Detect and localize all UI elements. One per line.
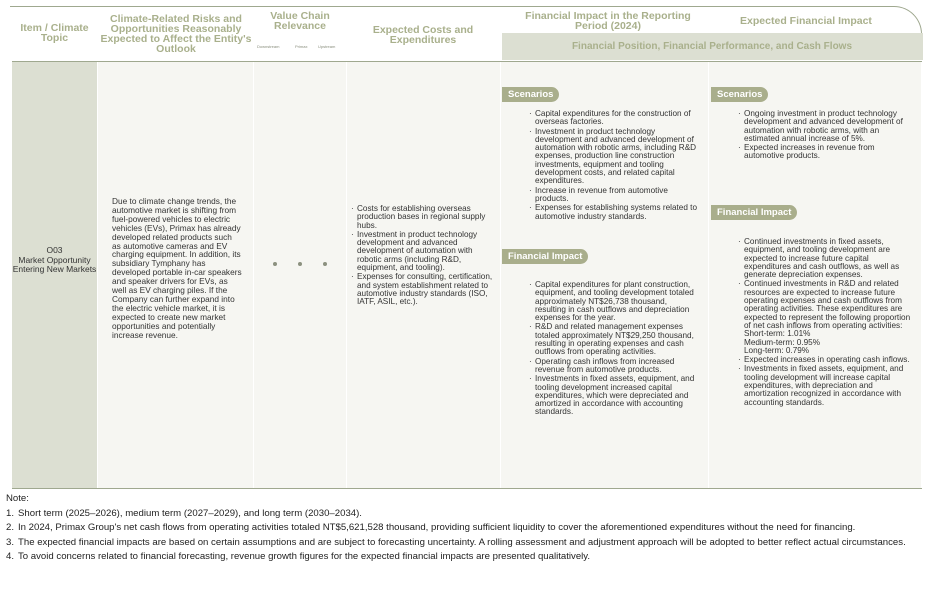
header-risks: Climate-Related Risks and Opportunities Reasonably Expected to Affect the Entity's Outlook xyxy=(100,13,252,55)
scenarios-tag-2024: Scenarios xyxy=(502,87,559,102)
scenarios-list-expected xyxy=(737,110,913,162)
notes-title: Note: xyxy=(6,493,29,504)
list-item: · Continued investments in R&D and related resources are expected to increase future operating expenses and cash outflows from operating activities. These expenditures are expected to represent the following proportion of net cash inflows from operating activities: Short-term: 1.01% Medium-term: 0.95% Long-term: 0.79% xyxy=(737,280,913,355)
list-item: · Capital expenditures for the construction of overseas factories. xyxy=(528,110,700,127)
header-vc-upstream: Upstream xyxy=(318,44,336,49)
primax-dot xyxy=(298,262,302,266)
list-item: · R&D and related management expenses totaled approximately NT$29,250 thousand, resulting in operating expenses and cash outflows from operating activities. xyxy=(528,323,700,356)
header-item-topic: Item / Climate Topic xyxy=(20,22,89,44)
note-number: 1. xyxy=(6,507,15,519)
list-item: · Expenses for establishing systems related to automotive industry standards. xyxy=(528,204,700,221)
note-number: 4. xyxy=(6,551,15,562)
list-item: · Expenses for consulting, certification, and system establishment related to automotive industry standards (ISO, IATF, ASIL, etc.). xyxy=(350,273,494,306)
scenarios-tag-expected: Scenarios xyxy=(711,87,768,102)
value-chain-cell xyxy=(254,62,346,488)
header-costs: Expected Costs and Expenditures xyxy=(372,24,474,46)
note-text: To avoid concerns related to financial forecasting, revenue growth figures for the expected financial impacts are presented qualitatively. xyxy=(18,551,591,562)
header-impact-2024: Financial Impact in the Reporting Period (2024) xyxy=(525,10,691,32)
row-bottom-line xyxy=(12,488,922,489)
list-item: · Investment in product technology development and advanced development of automation with robotic arms (including R&D, equipment, and tooling). xyxy=(350,231,494,272)
note-number: 3. xyxy=(6,536,15,548)
note-item xyxy=(6,550,930,565)
list-item: · Costs for establishing overseas production bases in regional supply hubs. xyxy=(350,205,494,230)
climate-topic xyxy=(12,246,97,275)
downstream-dot xyxy=(273,262,277,266)
list-item: · Continued investments in fixed assets, equipment, and tooling development are expected to increase future capital expenditures and cash outflows, as well as generate depreciation expenses. xyxy=(737,238,913,279)
header-vc-downstream: Downstream xyxy=(257,44,280,49)
note-text: The expected financial impacts are based on certain assumptions and are subject to forecasting uncertainty. A rolling assessment and adjustment approach will be adopted to better reflect actual circumstances. xyxy=(18,536,906,548)
financial-list-2024 xyxy=(528,281,700,418)
note-number: 2. xyxy=(6,522,15,533)
note-item xyxy=(6,507,930,522)
note-text: In 2024, Primax Group's net cash flows from operating activities totaled NT$5,621,528 thousand, providing sufficient liquidity to cover the aforementioned expenditures without the need for financing. xyxy=(18,522,856,533)
notes-section xyxy=(6,492,930,565)
financial-list-expected xyxy=(737,238,913,408)
list-item: · Investments in fixed assets, equipment, and tooling development increased capital expenditures, which were depreciated and amortized in accordance with accounting standards. xyxy=(528,375,700,416)
header-value-chain: Value Chain Relevance xyxy=(270,10,330,32)
list-item: · Investment in product technology development and advanced development of automation with robotic arms, including R&D expenses, production line construction investments, equipment and tooling development costs, and related capital expenditures. xyxy=(528,128,700,186)
note-item xyxy=(6,536,930,551)
costs-list xyxy=(350,205,494,308)
note-item xyxy=(6,521,930,536)
risk-description: Due to climate change trends, the automotive market is shifting from fuel-powered vehicles to electric vehicles (EVs), Primax has already developed related products such as automotive cameras and EV charging equipment. In addition, its subsidiary Tymphany has developed portable in-car speakers and speaker drivers for EVs, as well as EV charging piles. If the Company can further expand into the electric vehicle market, it is expected to create new market opportunities and potentially increase revenue. xyxy=(112,196,242,340)
financial-impact-tag-2024: Financial Impact xyxy=(502,249,588,264)
climate-topic-text: O03 Market Opportunity Entering New Markets xyxy=(12,245,97,274)
scenarios-list-2024 xyxy=(528,110,700,222)
header-band-label: Financial Position, Financial Performance, and Cash Flows xyxy=(571,41,853,52)
notes-list xyxy=(6,507,930,565)
upstream-dot xyxy=(323,262,327,266)
list-item: · Expected increases in revenue from automotive products. xyxy=(737,144,913,161)
topic-cell xyxy=(12,62,97,488)
list-item: · Expected increases in operating cash inflows. xyxy=(737,356,913,364)
list-item: · Ongoing investment in product technology development and advanced development of automation with robotic arms, with an estimated annual increase of 5%. xyxy=(737,110,913,143)
value-chain-dots xyxy=(254,262,346,266)
list-item: · Increase in revenue from automotive products. xyxy=(528,187,700,204)
list-item: · Capital expenditures for plant construction, equipment, and tooling development totaled approximately NT$26,738 thousand, resulting in cash outflows and depreciation expenses for the year. xyxy=(528,281,700,322)
note-text: Short term (2025–2026), medium term (2027–2029), and long term (2030–2034). xyxy=(18,507,362,519)
list-item: · Operating cash inflows from increased revenue from automotive products. xyxy=(528,358,700,375)
financial-impact-tag-expected: Financial Impact xyxy=(711,205,797,220)
header-vc-primax: Primax xyxy=(295,44,308,49)
header-expected-impact: Expected Financial Impact xyxy=(740,15,872,27)
list-item: · Investments in fixed assets, equipment, and tooling development will increase capital expenditures, with depreciation and amortization recognized in accordance with accounting standards. xyxy=(737,365,913,406)
